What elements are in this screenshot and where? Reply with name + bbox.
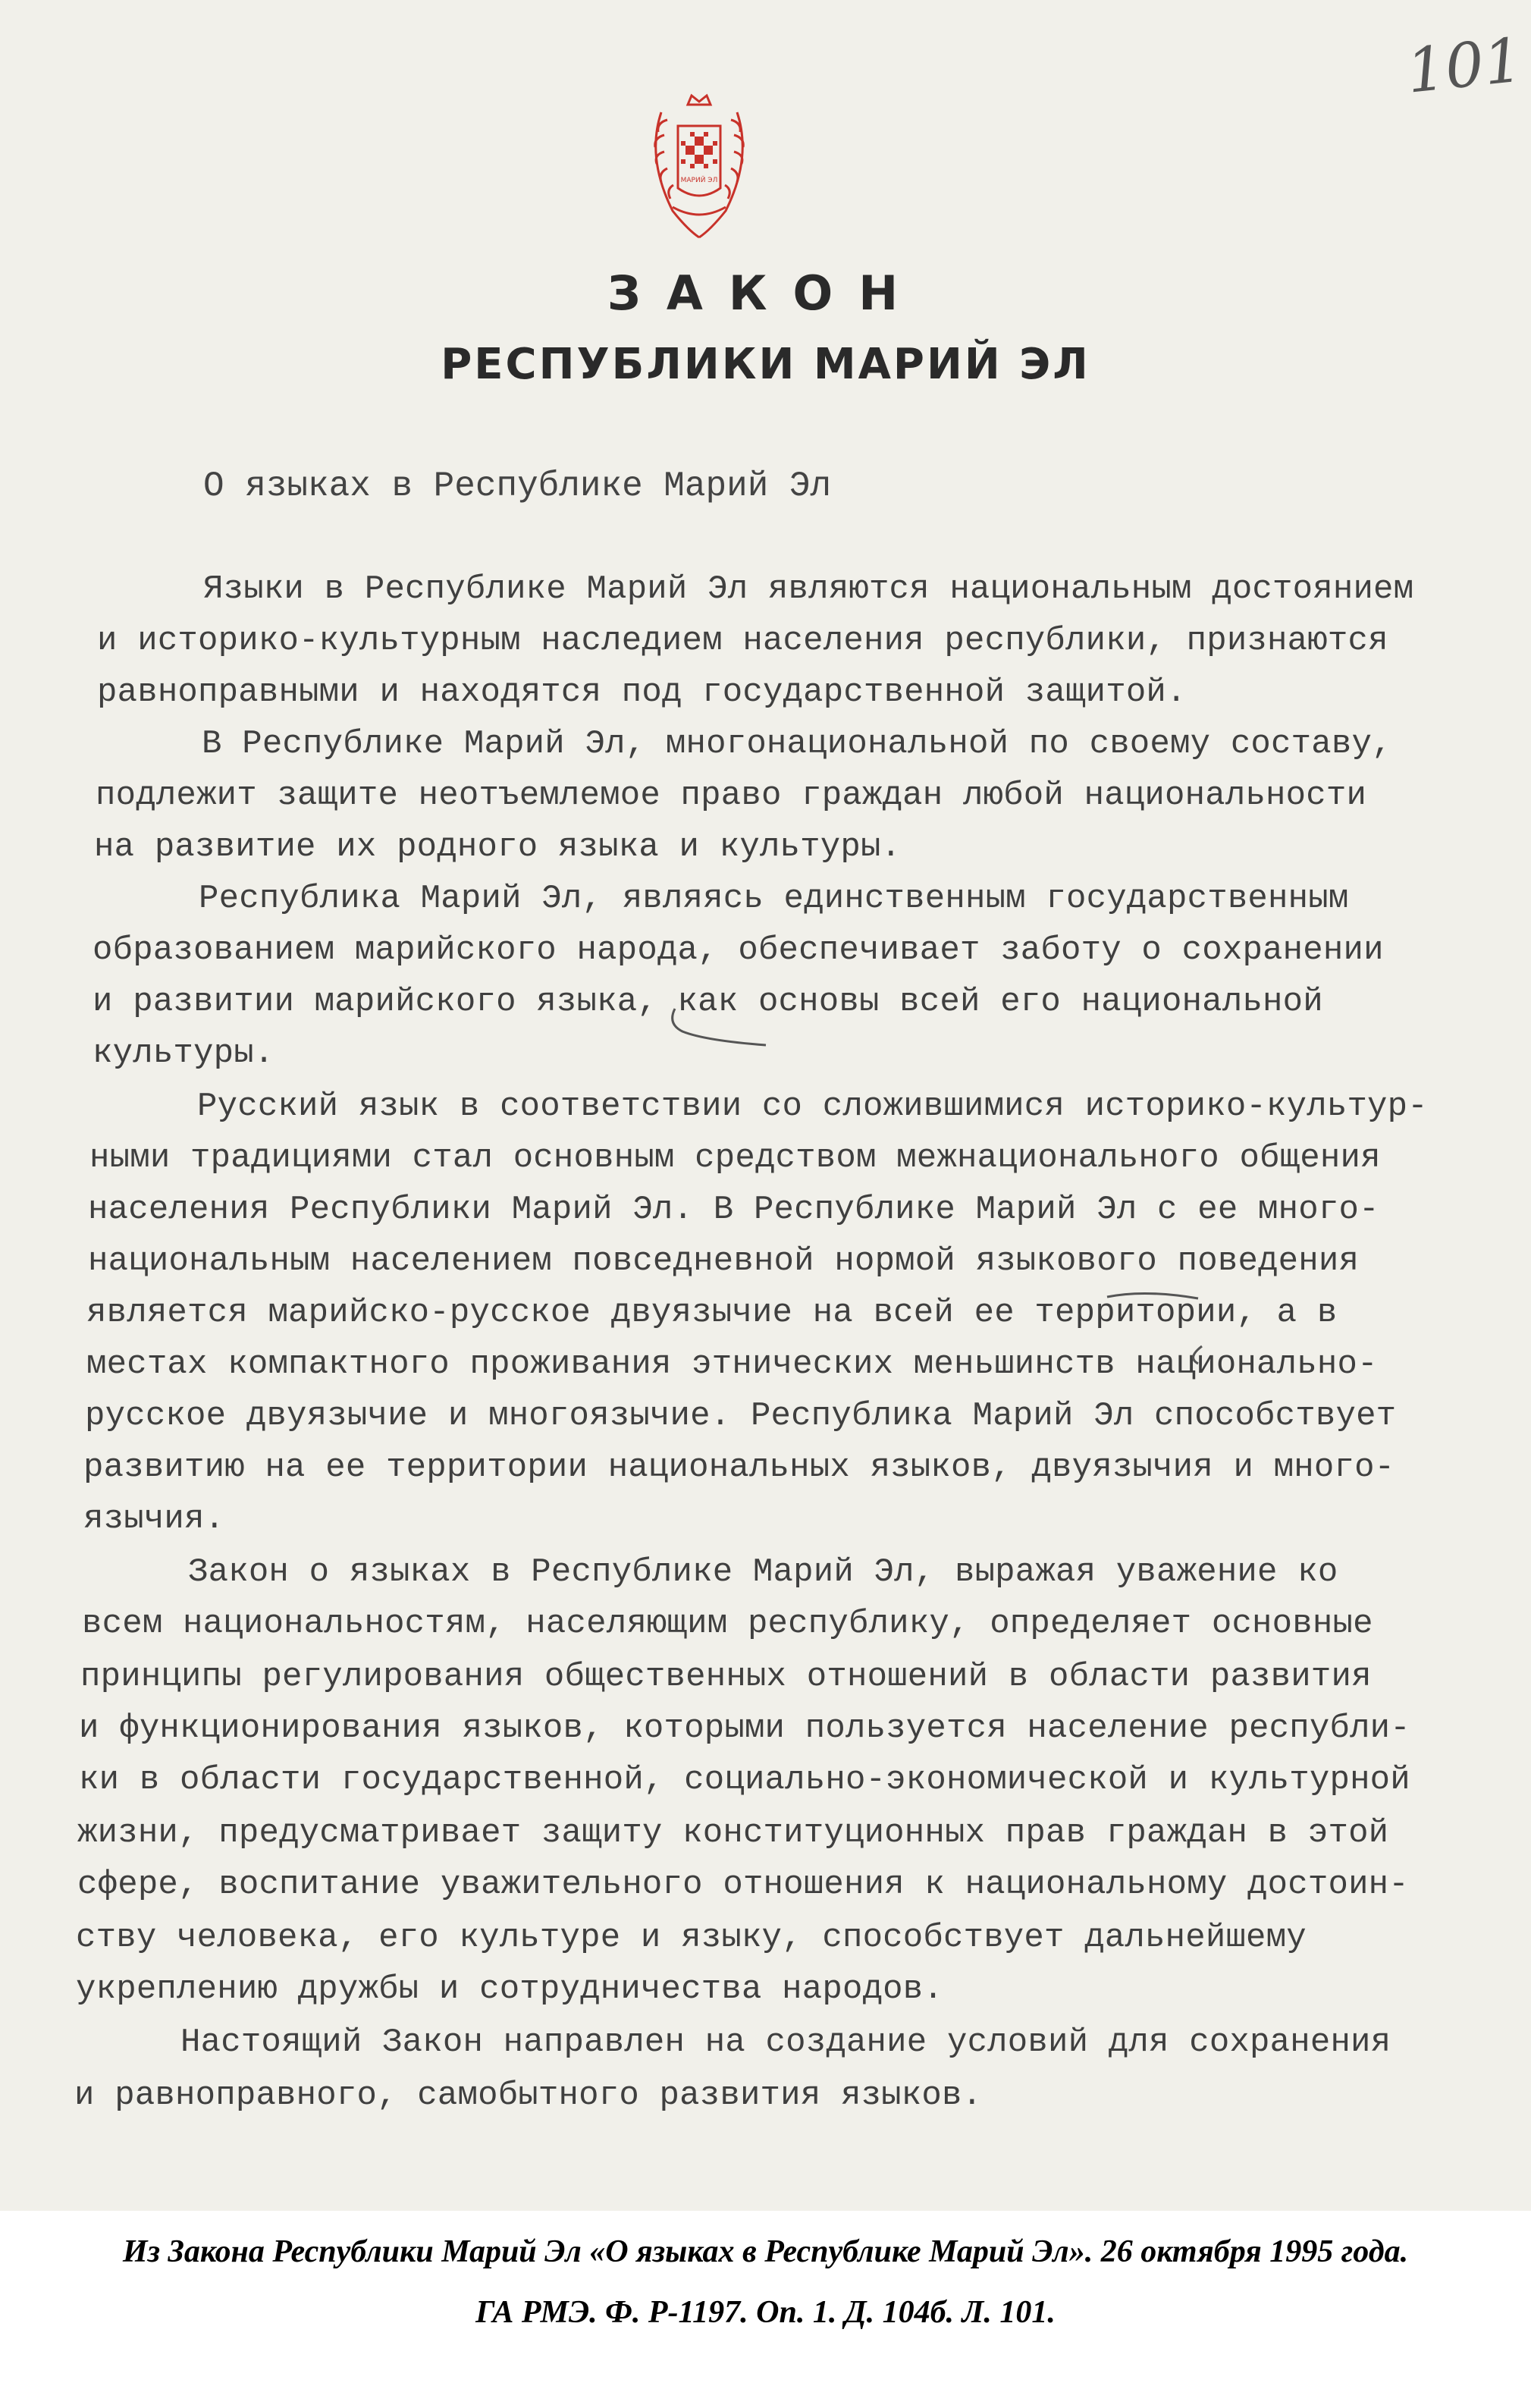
text-line: ными традициями стал основным средством межнационального общения (89, 1139, 1381, 1177)
text-line: и функционирования языков, которыми пользуется население республи- (79, 1709, 1410, 1747)
text-line: развитию на ее территории национальных языков, двуязычия и много- (83, 1449, 1395, 1487)
text-line: В Республике Марий Эл, многонациональной по своему составу, (202, 725, 1392, 763)
text-line: подлежит защите неотъемлемое право граждан любой национальности (96, 777, 1367, 815)
text-line: Республика Марий Эл, являясь единственным государственным (199, 880, 1349, 918)
handwritten-page-number: 101 (1403, 24, 1526, 107)
text-line: ки в области государственной, социально-экономической и культурной (79, 1761, 1410, 1799)
archive-caption-line2: ГА РМЭ. Ф. Р-1197. Оп. 1. Д. 104б. Л. 101. (475, 2295, 1056, 2330)
text-line: образованием марийского народа, обеспечивает заботу о сохранении (93, 931, 1384, 969)
document-title-line2: РЕСПУБЛИКИ МАРИЙ ЭЛ (441, 340, 1090, 389)
text-line: местах компактного проживания этнических меньшинств национально- (86, 1345, 1378, 1383)
text-line: всем национальностям, населяющим республику, определяет основные (82, 1605, 1373, 1643)
text-line: русское двуязычие и многоязычие. Республика Марий Эл способствует (85, 1397, 1397, 1435)
archive-caption-line1: Из Закона Республики Марий Эл «О языках в Республике Марий Эл». 26 октября 1995 года. (122, 2234, 1409, 2269)
text-line: культуры. (93, 1034, 275, 1072)
document-title-line1: ЗАКОН (607, 265, 924, 321)
text-line: ству человека, его культуре и языку, способствует дальнейшему (76, 1919, 1307, 1957)
text-line: является марийско-русское двуязычие на всей ее территории, а в (86, 1294, 1338, 1332)
text-line: принципы регулирования общественных отношений в области развития (80, 1658, 1372, 1696)
pencil-correction-mark (1092, 1282, 1244, 1365)
text-line: и историко-культурным наследием населения республики, признаются (97, 622, 1388, 660)
text-line: жизни, предусматривает защиту конституционных прав граждан в этой (77, 1814, 1389, 1852)
text-line: и развитии марийского языка, как основы всей его национальной (93, 983, 1323, 1021)
text-line: на развитие их родного языка и культуры. (94, 828, 902, 866)
text-line: Закон о языках в Республике Марий Эл, выражая уважение ко (188, 1553, 1338, 1591)
text-line: равноправными и находятся под государственной защитой. (97, 673, 1187, 711)
text-line: и равноправного, самобытного развития языков. (74, 2077, 983, 2114)
text-line: Языки в Республике Марий Эл являются национальным достоянием (203, 570, 1414, 608)
text-line: национальным населением повседневной нормой языкового поведения (88, 1242, 1360, 1280)
emblem-text: МАРИЙ ЭЛ (680, 177, 718, 184)
text-line: укреплению дружбы и сотрудничества народов. (76, 1970, 943, 2008)
coat-of-arms-emblem (631, 89, 767, 249)
law-subject: О языках в Республике Марий Эл (203, 466, 832, 506)
text-line: язычия. (83, 1500, 225, 1538)
text-line: населения Республики Марий Эл. В Республике Марий Эл с ее много- (88, 1191, 1379, 1229)
text-line: Русский язык в соответствии со сложившимися историко-культур- (197, 1088, 1428, 1126)
text-line: сфере, воспитание уважительного отношения к национальному достоин- (77, 1866, 1409, 1904)
pencil-correction-mark (660, 1001, 781, 1054)
text-line: Настоящий Закон направлен на создание условий для сохранения (180, 2023, 1391, 2061)
